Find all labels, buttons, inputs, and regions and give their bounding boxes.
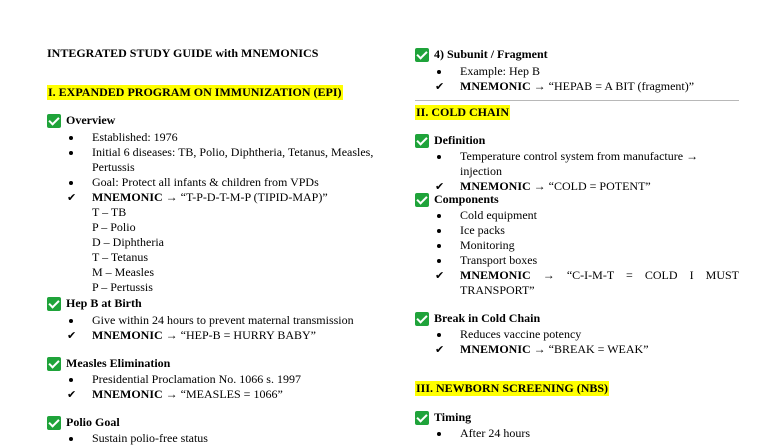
mnemonic-label: MNEMONIC — [460, 268, 531, 282]
subheading-components — [415, 192, 499, 207]
section-divider — [415, 100, 739, 101]
mnemonic-text: “C-I-M-T = COLD I MUST TRANSPORT” — [460, 268, 739, 297]
checkmark-icon — [415, 48, 429, 62]
mnemonic-line: P – Pertussis — [92, 280, 153, 294]
checkmark-icon — [415, 134, 429, 148]
subheading-label: Timing — [434, 410, 472, 424]
subheading-label: 4) Subunit / Fragment — [434, 47, 548, 61]
section-heading-cold-chain: II. COLD CHAIN — [416, 105, 510, 119]
checkmark-icon — [415, 411, 429, 425]
overview-list — [47, 130, 377, 295]
list-item: Transport boxes — [415, 253, 739, 268]
mnemonic-line: T – Tetanus — [92, 250, 149, 264]
arrow: → — [533, 79, 546, 93]
subheading-label: Definition — [434, 133, 486, 147]
subheading-break-cold-chain — [415, 311, 540, 326]
mnemonic-label: MNEMONIC — [92, 190, 163, 204]
subheading-label: Polio Goal — [66, 415, 120, 429]
list-item: After 24 hours — [415, 426, 739, 441]
checkmark-icon — [47, 297, 61, 311]
arrow: → — [165, 328, 178, 342]
list-item: Monitoring — [415, 238, 739, 253]
hepb-list — [47, 313, 377, 343]
checkmark-icon — [415, 312, 429, 326]
definition-list — [415, 149, 739, 194]
timing-list — [415, 426, 739, 441]
mnemonic-item — [415, 342, 739, 357]
mnemonic-line: D – Diphtheria — [92, 235, 164, 249]
break-list — [415, 327, 739, 357]
subheading-label: Break in Cold Chain — [434, 311, 541, 325]
checkmark-icon — [415, 193, 429, 207]
document-title: INTEGRATED STUDY GUIDE with MNEMONICS — [47, 46, 319, 60]
checkmark-icon — [47, 416, 61, 430]
section-heading-nbs: III. NEWBORN SCREENING (NBS) — [416, 381, 609, 395]
mnemonic-text: “MEASLES = 1066” — [180, 387, 283, 401]
mnemonic-text: “BREAK = WEAK” — [548, 342, 649, 356]
subunit-list — [415, 64, 739, 94]
arrow: → — [165, 190, 178, 204]
checkmark-icon — [47, 357, 61, 371]
list-item: Presidential Proclamation No. 1066 s. 1997 — [47, 372, 377, 387]
mnemonic-item — [47, 190, 377, 295]
list-item: Cold equipment — [415, 208, 739, 223]
components-list — [415, 208, 739, 298]
mnemonic-label: MNEMONIC — [460, 79, 531, 93]
mnemonic-text: “HEPAB = A BIT (fragment)” — [548, 79, 695, 93]
section-heading-epi: I. EXPANDED PROGRAM ON IMMUNIZATION (EPI) — [48, 85, 342, 99]
arrow: → — [165, 387, 178, 401]
list-item: Ice packs — [415, 223, 739, 238]
mnemonic-line: P – Polio — [92, 220, 136, 234]
arrow: → — [542, 268, 555, 282]
arrow: → — [533, 342, 546, 356]
list-item: Reduces vaccine potency — [415, 327, 739, 342]
mnemonic-label: MNEMONIC — [92, 328, 163, 342]
list-item: Temperature control system from manufacture → injection — [415, 149, 739, 179]
mnemonic-item — [415, 268, 739, 298]
subheading-label: Hep B at Birth — [66, 296, 142, 310]
subheading-label: Measles Elimination — [66, 356, 171, 370]
list-item: Example: Hep B — [415, 64, 739, 79]
mnemonic-label: MNEMONIC — [460, 179, 531, 193]
list-item: Initial 6 diseases: TB, Polio, Diphtheria, Tetanus, Measles, Pertussis — [47, 145, 377, 175]
mnemonic-text: “COLD = POTENT” — [548, 179, 651, 193]
subheading-definition — [415, 133, 485, 148]
subheading-overview — [47, 113, 115, 128]
mnemonic-text: “HEP-B = HURRY BABY” — [180, 328, 316, 342]
polio-list — [47, 431, 377, 446]
list-item: Give within 24 hours to prevent maternal transmission — [47, 313, 377, 328]
mnemonic-label: MNEMONIC — [460, 342, 531, 356]
subheading-timing — [415, 410, 471, 425]
list-item: Sustain polio-free status — [47, 431, 377, 446]
arrow: → — [533, 179, 546, 193]
subheading-polio — [47, 415, 120, 430]
mnemonic-item — [47, 328, 377, 343]
list-item: Established: 1976 — [47, 130, 377, 145]
mnemonic-line: T – TB — [92, 205, 127, 219]
subheading-subunit — [415, 47, 548, 62]
mnemonic-line: M – Measles — [92, 265, 154, 279]
subheading-hepb — [47, 296, 142, 311]
subheading-label: Overview — [66, 113, 116, 127]
list-item: Goal: Protect all infants & children from VPDs — [47, 175, 377, 190]
mnemonic-item — [415, 79, 739, 94]
mnemonic-label: MNEMONIC — [92, 387, 163, 401]
subheading-measles — [47, 356, 170, 371]
measles-list — [47, 372, 377, 402]
mnemonic-item — [47, 387, 377, 402]
subheading-label: Components — [434, 192, 499, 206]
mnemonic-text: “T-P-D-T-M-P (TIPID-MAP)” — [180, 190, 328, 204]
checkmark-icon — [47, 114, 61, 128]
